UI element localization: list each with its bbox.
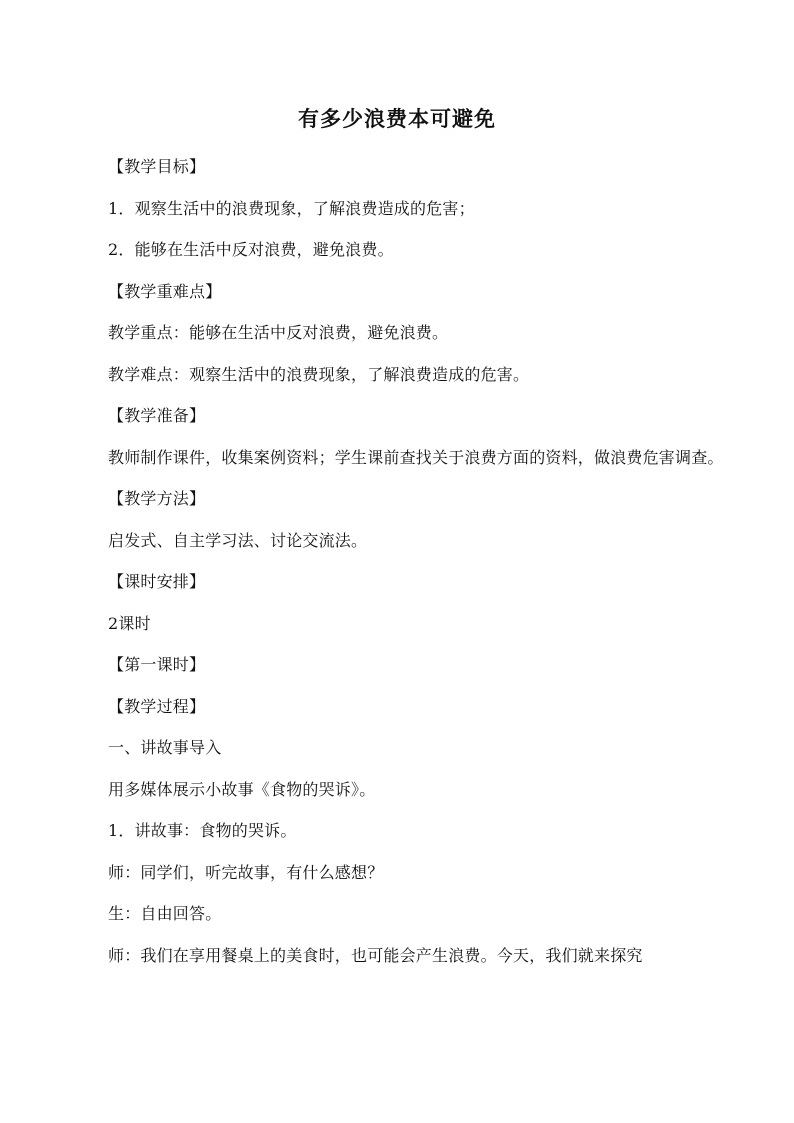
heading-key-difficult-points: 【教学重难点】 bbox=[108, 281, 222, 301]
teacher-question-text: 师：同学们，听完故事，有什么感想？ bbox=[108, 862, 384, 882]
methods-text: 启发式、自主学习法、讨论交流法。 bbox=[108, 530, 368, 550]
heading-class-schedule: 【课时安排】 bbox=[108, 572, 206, 591]
section-storytelling-intro: 一、讲故事导入 bbox=[108, 738, 222, 757]
key-point-text: 教学重点：能够在生活中反对浪费，避免浪费。 bbox=[108, 323, 449, 342]
objective-item-2: 2．能够在生活中反对浪费，避免浪费。 bbox=[108, 240, 394, 259]
teacher-transition-text: 师：我们在享用餐桌上的美食时，也可能会产生浪费。今天，我们就来探究 bbox=[108, 945, 643, 965]
schedule-text: 2课时 bbox=[108, 613, 151, 633]
objective-item-1: 1．观察生活中的浪费现象，了解浪费造成的危害； bbox=[108, 198, 475, 218]
heading-teaching-objectives: 【教学目标】 bbox=[108, 157, 206, 176]
preparation-paragraph: 教师制作课件，收集案例资料；学生课前查找关于浪费方面的资料，做浪费危害调查。 bbox=[108, 447, 724, 467]
multimedia-story-text: 用多媒体展示小故事《食物的哭诉》。 bbox=[108, 779, 376, 799]
heading-teaching-methods: 【教学方法】 bbox=[108, 489, 206, 508]
student-answer-text: 生：自由回答。 bbox=[108, 904, 222, 923]
heading-first-lesson: 【第一课时】 bbox=[108, 655, 206, 674]
heading-teaching-preparation: 【教学准备】 bbox=[108, 406, 206, 425]
heading-teaching-process: 【教学过程】 bbox=[108, 696, 206, 716]
document-title: 有多少浪费本可避免 bbox=[298, 106, 496, 131]
story-item-1: 1．讲故事：食物的哭诉。 bbox=[108, 821, 297, 840]
difficult-point-text: 教学难点：观察生活中的浪费现象，了解浪费造成的危害。 bbox=[108, 364, 530, 384]
document-body bbox=[108, 146, 724, 976]
